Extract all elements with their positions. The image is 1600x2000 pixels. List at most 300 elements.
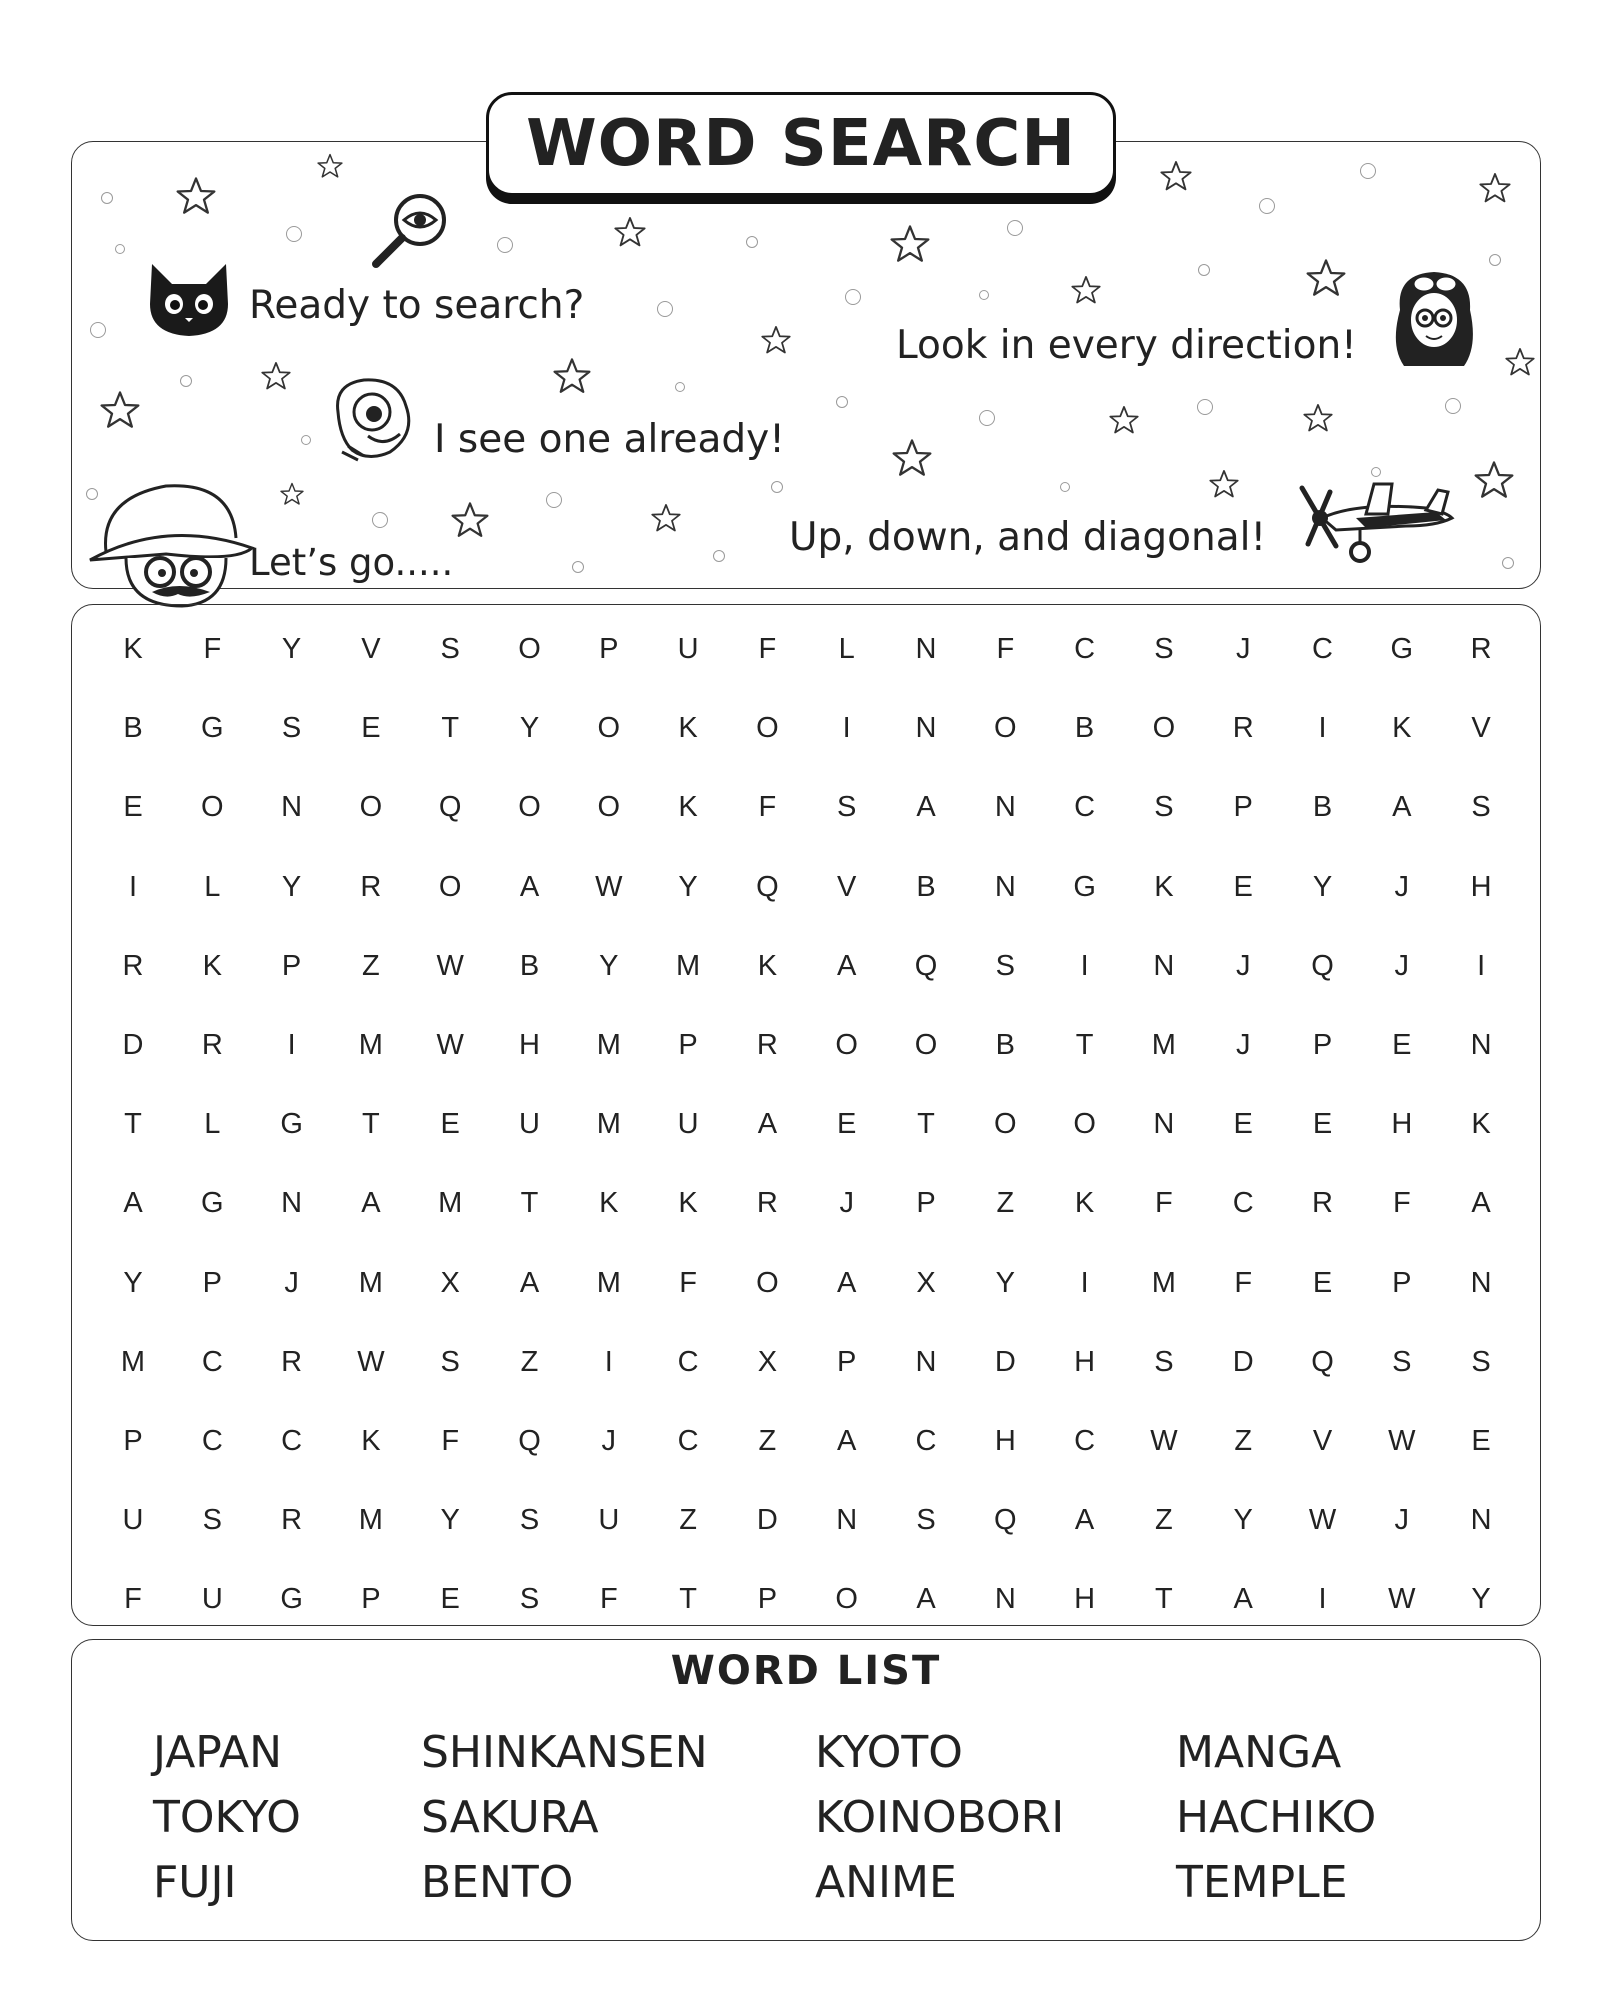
star-icon (176, 176, 216, 216)
word-list-item: HACHIKO (1176, 1792, 1377, 1843)
grid-letter[interactable]: R (1232, 712, 1254, 745)
circle-dot-icon (1060, 482, 1070, 492)
grid-letter[interactable]: J (1235, 633, 1251, 665)
grid-letter[interactable]: U (677, 633, 699, 665)
grid-letter[interactable]: N (281, 1187, 303, 1220)
circle-dot-icon (372, 512, 388, 528)
grid-letter[interactable]: G (201, 1187, 224, 1220)
grid-letter[interactable]: W (1150, 1425, 1178, 1457)
word-list-item: ANIME (815, 1857, 957, 1908)
speech-look-every-direction: Look in every direction! (896, 323, 1357, 368)
grid-letter[interactable]: S (1471, 1345, 1491, 1378)
star-icon (1160, 160, 1192, 192)
black-cat-icon (142, 256, 236, 340)
grid-row (72, 1025, 1540, 1065)
grid-letter[interactable]: D (122, 1029, 144, 1061)
circle-dot-icon (1198, 264, 1210, 276)
propeller-plane-icon (1296, 474, 1458, 564)
grid-letter[interactable]: S (1471, 791, 1491, 824)
grid-row (72, 867, 1540, 907)
grid-letter[interactable]: F (996, 633, 1015, 665)
star-icon (317, 153, 343, 179)
grid-letter[interactable]: K (361, 1425, 381, 1457)
grid-letter[interactable]: V (1471, 712, 1491, 745)
grid-letter[interactable]: S (440, 1345, 460, 1378)
grid-letter[interactable]: Y (1312, 870, 1333, 903)
grid-letter[interactable]: M (596, 1108, 621, 1141)
title-banner (486, 92, 1116, 196)
grid-letter[interactable]: D (756, 1504, 778, 1537)
grid-letter[interactable]: C (915, 1425, 937, 1457)
grid-row (72, 946, 1540, 986)
grid-letter[interactable]: U (122, 1504, 144, 1537)
star-icon (1109, 405, 1139, 435)
grid-letter[interactable]: T (441, 712, 460, 745)
grid-letter[interactable]: N (994, 1583, 1016, 1616)
grid-letter[interactable]: K (123, 633, 143, 665)
grid-letter[interactable]: C (1232, 1187, 1254, 1220)
star-icon (451, 501, 489, 539)
grid-row (72, 787, 1540, 827)
grid-letter[interactable]: K (678, 791, 698, 824)
circle-dot-icon (101, 192, 113, 204)
grid-letter[interactable]: O (994, 1108, 1017, 1141)
grid-letter[interactable]: C (677, 1425, 699, 1457)
grid-letter[interactable]: H (994, 1425, 1016, 1457)
grid-letter[interactable]: N (915, 712, 937, 745)
grid-row (72, 1104, 1540, 1144)
grid-letter[interactable]: L (838, 633, 855, 665)
grid-letter[interactable]: C (677, 1345, 699, 1378)
grid-letter[interactable]: Y (599, 949, 619, 982)
grid-letter[interactable]: I (1080, 1266, 1089, 1299)
grid-letter[interactable]: P (123, 1425, 143, 1457)
grid-letter[interactable]: U (677, 1108, 699, 1141)
grid-letter[interactable]: L (204, 1108, 221, 1141)
grid-letter[interactable]: R (756, 1029, 778, 1061)
grid-letter[interactable]: V (361, 633, 381, 665)
grid-letter[interactable]: K (202, 949, 222, 982)
grid-letter[interactable]: Y (1233, 1504, 1253, 1537)
grid-letter[interactable]: M (358, 1504, 383, 1537)
word-list-item: TEMPLE (1176, 1857, 1348, 1908)
speech-up-down-diagonal: Up, down, and diagonal! (789, 515, 1267, 560)
grid-letter[interactable]: M (1151, 1029, 1176, 1061)
grid-letter[interactable]: R (122, 949, 144, 982)
grid-letter[interactable]: E (1471, 1425, 1491, 1457)
grid-letter[interactable]: N (1470, 1029, 1492, 1061)
grid-letter[interactable]: Y (678, 870, 698, 903)
grid-letter[interactable]: A (519, 1266, 540, 1299)
grid-letter[interactable]: I (1477, 949, 1486, 982)
grid-letter[interactable]: M (676, 949, 701, 982)
grid-letter[interactable]: Y (440, 1504, 460, 1537)
grid-letter[interactable]: Y (281, 870, 302, 903)
grid-letter[interactable]: I (604, 1345, 613, 1378)
grid-letter[interactable]: D (1232, 1345, 1254, 1378)
grid-letter[interactable]: M (438, 1187, 463, 1220)
grid-letter[interactable]: W (1308, 1504, 1337, 1537)
circle-dot-icon (675, 382, 685, 392)
grid-letter[interactable]: S (995, 949, 1015, 982)
grid-letter[interactable]: C (1312, 633, 1333, 665)
word-list-column (153, 1720, 301, 1915)
circle-dot-icon (1360, 163, 1376, 179)
grid-letter[interactable]: P (202, 1266, 222, 1299)
word-list-item: TOKYO (153, 1792, 301, 1843)
grid-letter[interactable]: X (916, 1266, 936, 1299)
grid-letter[interactable]: T (124, 1108, 142, 1141)
grid-letter[interactable]: U (598, 1504, 620, 1537)
circle-dot-icon (497, 237, 513, 253)
grid-letter[interactable]: E (361, 712, 381, 745)
grid-letter[interactable]: K (1471, 1108, 1491, 1141)
circle-dot-icon (713, 550, 725, 562)
grid-letter[interactable]: H (1391, 1108, 1413, 1141)
grid-letter[interactable]: Z (679, 1504, 697, 1537)
grid-letter[interactable]: S (916, 1504, 936, 1537)
grid-letter[interactable]: E (1233, 870, 1253, 903)
grid-letter[interactable]: B (123, 712, 143, 745)
grid-letter[interactable]: N (994, 870, 1016, 903)
grid-letter[interactable]: P (599, 633, 619, 665)
grid-letter[interactable]: G (201, 712, 224, 745)
grid-letter[interactable]: G (1390, 633, 1414, 665)
grid-letter[interactable]: F (1392, 1187, 1411, 1220)
circle-dot-icon (1259, 198, 1275, 214)
grid-letter[interactable]: S (1392, 1345, 1412, 1378)
circle-dot-icon (836, 396, 848, 408)
grid-letter[interactable]: F (679, 1266, 697, 1299)
grid-letter[interactable]: Y (519, 712, 540, 745)
grid-letter[interactable]: C (1074, 791, 1096, 824)
magnifying-glass-eye-icon (368, 192, 454, 272)
grid-letter[interactable]: M (1151, 1266, 1176, 1299)
star-icon (1474, 460, 1514, 500)
grid-letter[interactable]: Z (758, 1425, 777, 1457)
grid-letter[interactable]: Q (994, 1504, 1017, 1537)
grid-letter[interactable]: Y (1471, 1583, 1491, 1616)
grid-letter[interactable]: C (201, 1425, 223, 1457)
grid-letter[interactable]: B (916, 870, 936, 903)
grid-letter[interactable]: F (124, 1583, 142, 1616)
grid-letter[interactable]: Q (1311, 949, 1334, 982)
grid-letter[interactable]: I (842, 712, 851, 745)
circle-dot-icon (115, 244, 125, 254)
grid-letter[interactable]: I (1318, 1583, 1327, 1616)
grid-letter[interactable]: K (1392, 712, 1412, 745)
star-icon (892, 438, 932, 478)
grid-letter[interactable]: O (518, 791, 541, 824)
grid-letter[interactable]: W (595, 870, 623, 903)
grid-letter[interactable]: R (756, 1187, 778, 1220)
grid-letter[interactable]: P (837, 1345, 857, 1378)
grid-letter[interactable]: I (287, 1029, 296, 1061)
grid-letter[interactable]: P (361, 1583, 381, 1616)
grid-letter[interactable]: L (204, 870, 221, 903)
grid-letter[interactable]: U (519, 1108, 540, 1141)
grid-letter[interactable]: A (1233, 1583, 1253, 1616)
grid-letter[interactable]: V (837, 870, 857, 903)
grid-letter[interactable]: E (123, 791, 143, 824)
grid-letter[interactable]: P (1392, 1266, 1412, 1299)
grid-letter[interactable]: R (1470, 633, 1492, 665)
grid-letter[interactable]: N (836, 1504, 858, 1537)
grid-letter[interactable]: B (1074, 712, 1095, 745)
grid-letter[interactable]: W (436, 949, 464, 982)
grid-letter[interactable]: N (1153, 949, 1175, 982)
grid-letter[interactable]: U (201, 1583, 223, 1616)
grid-letter[interactable]: F (758, 791, 777, 824)
grid-letter[interactable]: M (596, 1029, 621, 1061)
grid-letter[interactable]: A (757, 1108, 778, 1141)
star-icon (280, 482, 304, 506)
grid-letter[interactable]: R (201, 1029, 223, 1061)
grid-letter[interactable]: N (281, 791, 303, 824)
grid-letter[interactable]: J (1235, 949, 1251, 982)
grid-letter[interactable]: Y (123, 1266, 143, 1299)
grid-letter[interactable]: C (201, 1345, 223, 1378)
grid-letter[interactable]: S (519, 1583, 540, 1616)
grid-letter[interactable]: Q (1311, 1345, 1334, 1378)
grid-letter[interactable]: M (596, 1266, 621, 1299)
grid-letter[interactable]: J (839, 1187, 854, 1220)
grid-letter[interactable]: P (1312, 1029, 1333, 1061)
grid-letter[interactable]: V (1312, 1425, 1333, 1457)
grid-letter[interactable]: P (678, 1029, 698, 1061)
grid-letter[interactable]: C (1074, 633, 1096, 665)
grid-letter[interactable]: F (203, 633, 222, 665)
grid-letter[interactable]: Y (281, 633, 302, 665)
grid-letter[interactable]: T (1075, 1029, 1094, 1061)
grid-letter[interactable]: T (679, 1583, 697, 1616)
grid-letter[interactable]: S (202, 1504, 222, 1537)
grid-letter[interactable]: K (678, 712, 698, 745)
grid-letter[interactable]: K (1154, 870, 1174, 903)
grid-letter[interactable]: O (835, 1583, 858, 1616)
grid-letter[interactable]: Z (520, 1345, 539, 1378)
grid-letter[interactable]: S (440, 633, 460, 665)
grid-letter[interactable]: D (994, 1345, 1016, 1378)
grid-letter[interactable]: F (1234, 1266, 1253, 1299)
grid-letter[interactable]: A (123, 1187, 143, 1220)
grid-letter[interactable]: F (758, 633, 777, 665)
word-list-column (421, 1720, 708, 1915)
grid-letter[interactable]: F (599, 1583, 618, 1616)
grid-letter[interactable]: T (917, 1108, 935, 1141)
grid-letter[interactable]: S (1154, 633, 1174, 665)
grid-letter[interactable]: O (597, 712, 621, 745)
word-list-item: SAKURA (421, 1792, 599, 1843)
grid-letter[interactable]: J (1394, 949, 1410, 982)
grid-letter[interactable]: O (994, 712, 1017, 745)
grid-letter[interactable]: O (1073, 1108, 1096, 1141)
word-list-item: JAPAN (153, 1727, 283, 1778)
grid-letter[interactable]: F (441, 1425, 460, 1457)
circle-dot-icon (1197, 399, 1213, 415)
grid-letter[interactable]: W (1388, 1425, 1416, 1457)
star-icon (1071, 275, 1101, 305)
grid-letter[interactable]: A (1074, 1504, 1095, 1537)
grid-letter[interactable]: N (915, 633, 937, 665)
grid-letter[interactable]: G (280, 1108, 303, 1141)
grid-letter[interactable]: O (597, 791, 621, 824)
grid-letter[interactable]: J (1394, 870, 1410, 903)
grid-letter[interactable]: H (1470, 870, 1492, 903)
grid-letter[interactable]: F (1155, 1187, 1173, 1220)
grid-letter[interactable]: H (1074, 1345, 1096, 1378)
grid-letter[interactable]: P (1233, 791, 1253, 824)
grid-letter[interactable]: T (362, 1108, 380, 1141)
grid-letter[interactable]: E (1312, 1108, 1333, 1141)
grid-letter[interactable]: H (519, 1029, 540, 1061)
grid-letter[interactable]: X (440, 1266, 460, 1299)
circle-dot-icon (286, 226, 302, 242)
grid-letter[interactable]: O (359, 791, 383, 824)
grid-letter[interactable]: O (756, 712, 779, 745)
grid-letter[interactable]: O (1152, 712, 1176, 745)
grid-letter[interactable]: N (1470, 1266, 1492, 1299)
grid-letter[interactable]: B (1312, 791, 1333, 824)
grid-letter[interactable]: I (1080, 949, 1089, 982)
grid-letter[interactable]: S (281, 712, 302, 745)
chameleon-icon (328, 372, 424, 464)
star-icon (1209, 469, 1239, 499)
grid-letter[interactable]: G (280, 1583, 303, 1616)
grid-letter[interactable]: I (128, 870, 138, 903)
circle-dot-icon (572, 561, 584, 573)
grid-letter[interactable]: Q (756, 870, 779, 903)
grid-letter[interactable]: K (1074, 1187, 1095, 1220)
word-list-item: SHINKANSEN (421, 1727, 708, 1778)
circle-dot-icon (1489, 254, 1501, 266)
circle-dot-icon (979, 290, 989, 300)
grid-letter[interactable]: O (756, 1266, 779, 1299)
grid-letter[interactable]: R (360, 870, 382, 903)
grid-letter[interactable]: A (916, 1583, 936, 1616)
grid-letter[interactable]: M (358, 1029, 383, 1061)
grid-letter[interactable]: M (358, 1266, 383, 1299)
grid-letter[interactable]: Q (914, 949, 938, 982)
letter-grid (71, 604, 1541, 1626)
grid-letter[interactable]: Q (438, 791, 462, 824)
circle-dot-icon (771, 481, 783, 493)
grid-letter[interactable]: Y (995, 1266, 1015, 1299)
grid-letter[interactable]: A (837, 1266, 857, 1299)
grid-letter[interactable]: K (599, 1187, 619, 1220)
word-list-item: MANGA (1176, 1727, 1342, 1778)
speech-i-see-one: I see one already! (434, 417, 785, 462)
grid-letter[interactable]: K (757, 949, 778, 982)
grid-row (72, 1579, 1540, 1619)
grid-letter[interactable]: T (520, 1187, 539, 1220)
star-icon (651, 503, 681, 533)
grid-letter[interactable]: E (1312, 1266, 1333, 1299)
grid-letter[interactable]: O (914, 1029, 938, 1061)
grid-letter[interactable]: O (438, 870, 462, 903)
grid-letter[interactable]: A (519, 870, 540, 903)
grid-letter[interactable]: O (835, 1029, 858, 1061)
grid-letter[interactable]: Q (518, 1425, 541, 1457)
grid-letter[interactable]: M (120, 1345, 146, 1378)
grid-letter[interactable]: Z (1155, 1504, 1173, 1537)
grid-letter[interactable]: S (837, 791, 857, 824)
word-list-panel (71, 1639, 1541, 1941)
grid-letter[interactable]: A (916, 791, 936, 824)
grid-row (72, 629, 1540, 669)
grid-letter[interactable]: E (1392, 1029, 1412, 1061)
grid-letter[interactable]: I (1318, 712, 1327, 745)
grid-letter[interactable]: N (994, 791, 1016, 824)
grid-letter[interactable]: X (757, 1345, 778, 1378)
grid-letter[interactable]: J (1394, 1504, 1410, 1537)
grid-letter[interactable]: J (1235, 1029, 1251, 1061)
grid-letter[interactable]: R (281, 1345, 303, 1378)
grid-letter[interactable]: N (1153, 1108, 1175, 1141)
circle-dot-icon (1007, 220, 1023, 236)
grid-letter[interactable]: R (1312, 1187, 1333, 1220)
grid-letter[interactable]: E (837, 1108, 857, 1141)
grid-letter[interactable]: J (284, 1266, 299, 1299)
grid-letter[interactable]: T (1155, 1583, 1173, 1616)
grid-letter[interactable]: N (1470, 1504, 1492, 1537)
grid-letter[interactable]: S (1154, 1345, 1174, 1378)
grid-row (72, 1342, 1540, 1382)
grid-letter[interactable]: P (916, 1187, 936, 1220)
grid-letter[interactable]: A (1392, 791, 1412, 824)
circle-dot-icon (1502, 557, 1514, 569)
grid-letter[interactable]: A (837, 1425, 857, 1457)
grid-letter[interactable]: N (915, 1345, 937, 1378)
grid-letter[interactable]: B (519, 949, 540, 982)
grid-letter[interactable]: P (757, 1583, 778, 1616)
grid-letter[interactable]: S (1154, 791, 1174, 824)
star-icon (1505, 347, 1535, 377)
word-list-title: WORD LIST (670, 1648, 942, 1694)
grid-letter[interactable]: A (1471, 1187, 1491, 1220)
grid-letter[interactable]: P (281, 949, 302, 982)
grid-letter[interactable]: J (601, 1425, 617, 1457)
grid-letter[interactable]: O (201, 791, 224, 824)
circle-dot-icon (90, 322, 106, 338)
grid-letter[interactable]: H (1074, 1583, 1096, 1616)
grid-letter[interactable]: Z (1234, 1425, 1253, 1457)
grid-letter[interactable]: A (361, 1187, 381, 1220)
grid-row (72, 1421, 1540, 1461)
grid-letter[interactable]: E (1233, 1108, 1253, 1141)
grid-letter[interactable]: Z (362, 949, 380, 982)
grid-letter[interactable]: B (995, 1029, 1015, 1061)
circle-dot-icon (180, 375, 192, 387)
grid-letter[interactable]: W (357, 1345, 385, 1378)
grid-letter[interactable]: K (678, 1187, 698, 1220)
grid-letter[interactable]: O (518, 633, 541, 665)
aviator-girl-icon (1386, 266, 1482, 372)
grid-letter[interactable]: G (1073, 870, 1096, 903)
grid-letter[interactable]: S (519, 1504, 540, 1537)
speech-lets-go: Let’s go..... (249, 541, 454, 584)
grid-letter[interactable]: W (436, 1029, 464, 1061)
grid-letter[interactable]: Z (996, 1187, 1015, 1220)
grid-letter[interactable]: R (281, 1504, 303, 1537)
grid-letter[interactable]: E (440, 1108, 460, 1141)
word-list-item: BENTO (421, 1857, 574, 1908)
grid-letter[interactable]: A (837, 949, 857, 982)
grid-letter[interactable]: W (1388, 1583, 1416, 1616)
grid-letter[interactable]: C (1074, 1425, 1096, 1457)
grid-letter[interactable]: E (440, 1583, 460, 1616)
grid-letter[interactable]: C (281, 1425, 303, 1457)
